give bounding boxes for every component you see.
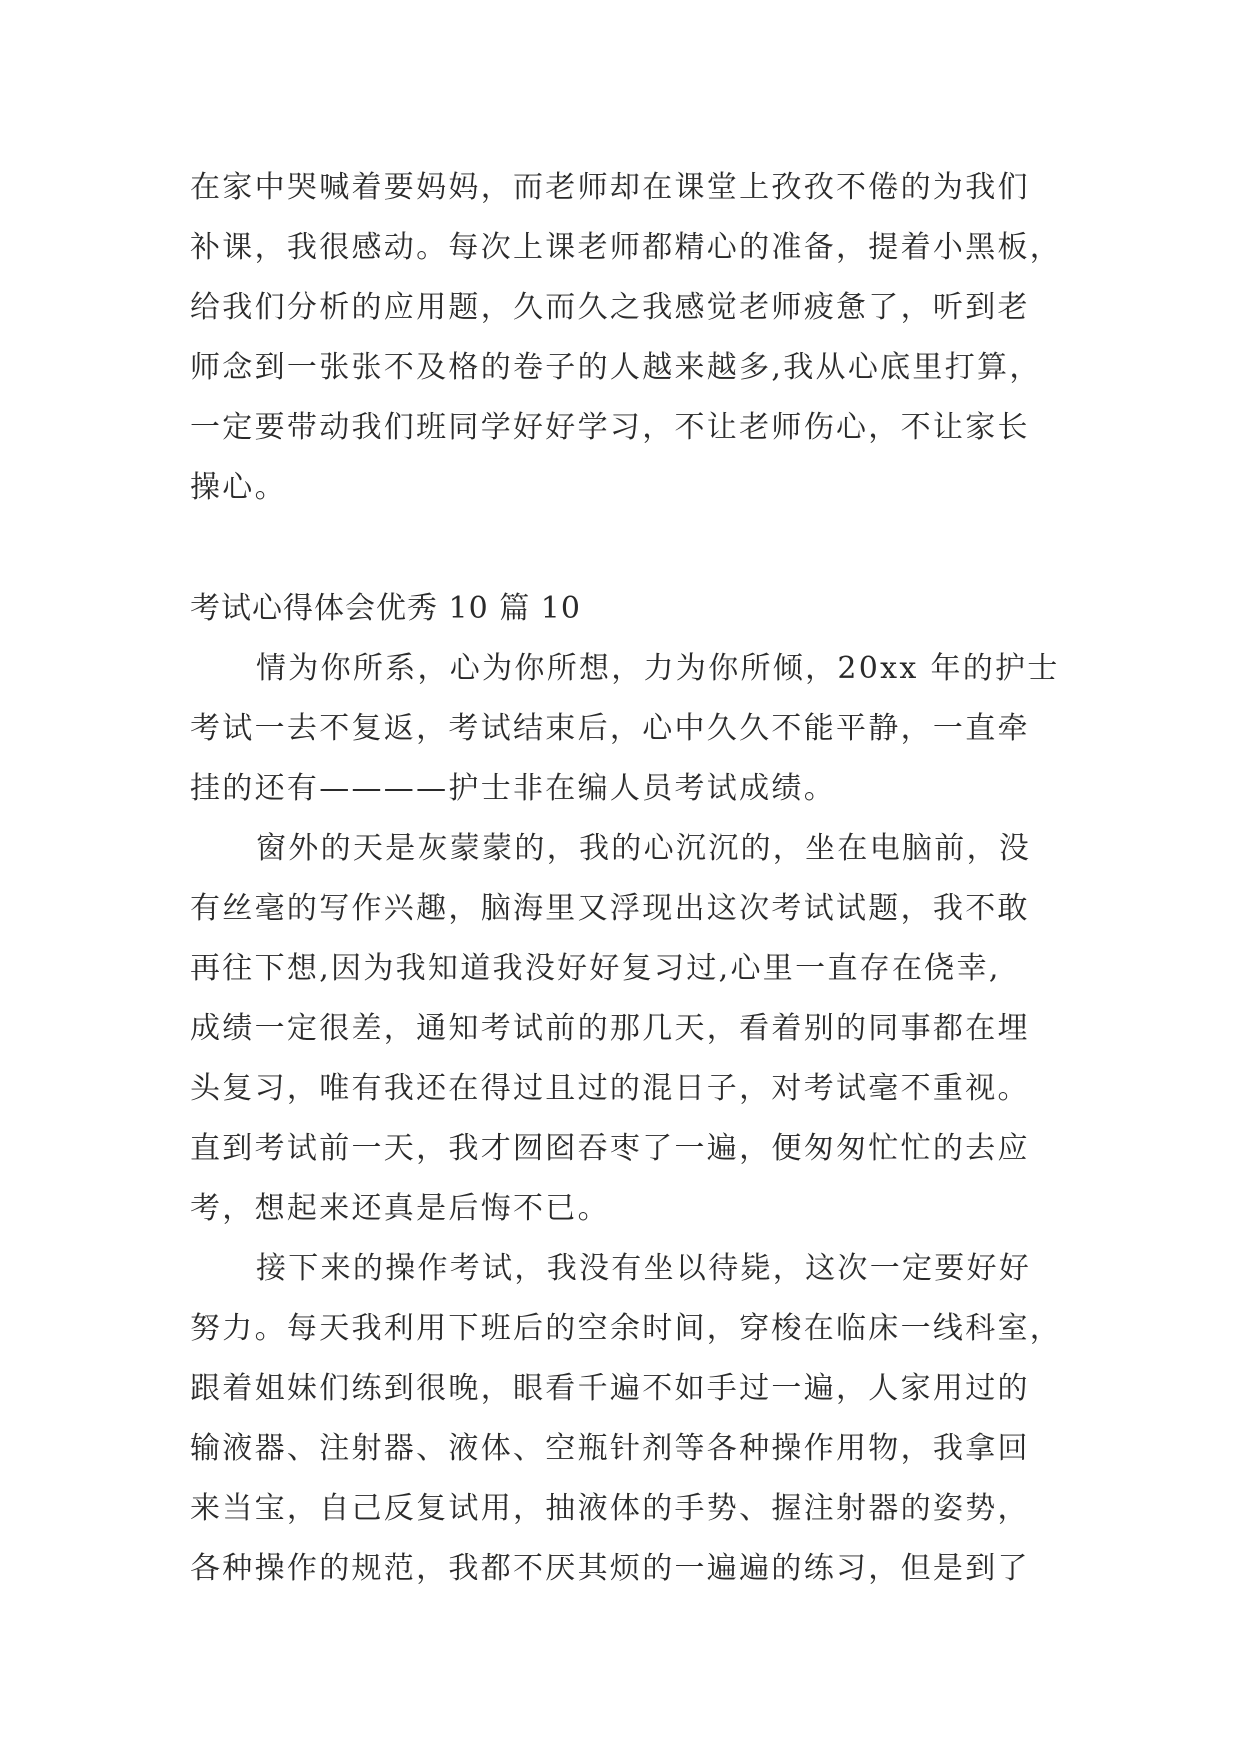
text-line: 来当宝，自己反复试用，抽液体的手势、握注射器的姿势， xyxy=(190,1491,1030,1526)
text-line: 接下来的操作考试，我没有坐以待毙，这次一定要好好 xyxy=(256,1251,1032,1286)
text-line: 窗外的天是灰蒙蒙的，我的心沉沉的，坐在电脑前，没 xyxy=(256,831,1032,866)
section-title: 考试心得体会优秀 10 篇 10 xyxy=(190,591,581,626)
paragraph-3 xyxy=(190,1239,1070,1599)
text-line: 考，想起来还真是后悔不已。 xyxy=(190,1191,610,1226)
text-line: 挂的还有————护士非在编人员考试成绩。 xyxy=(190,771,836,806)
intro-paragraph xyxy=(190,158,1070,518)
text-line: 跟着姐妹们练到很晚，眼看千遍不如手过一遍，人家用过的 xyxy=(190,1371,1030,1406)
text-line: 有丝毫的写作兴趣，脑海里又浮现出这次考试试题，我不敢 xyxy=(190,891,1030,926)
text-line: 一定要带动我们班同学好好学习，不让老师伤心，不让家长 xyxy=(190,410,1030,445)
text-line: 在家中哭喊着要妈妈，而老师却在课堂上孜孜不倦的为我们 xyxy=(190,170,1030,205)
text-line: 努力。每天我利用下班后的空余时间，穿梭在临床一线科室， xyxy=(190,1311,1063,1346)
text-line: 补课，我很感动。每次上课老师都精心的准备，提着小黑板， xyxy=(190,230,1063,265)
text-line: 情为你所系，心为你所想，力为你所倾，20xx 年的护士 xyxy=(256,651,1060,686)
text-line: 直到考试前一天，我才囫囵吞枣了一遍，便匆匆忙忙的去应 xyxy=(190,1131,1030,1166)
text-line: 给我们分析的应用题，久而久之我感觉老师疲惫了，听到老 xyxy=(190,290,1030,325)
text-line: 成绩一定很差，通知考试前的那几天，看着别的同事都在埋 xyxy=(190,1011,1030,1046)
document-body xyxy=(190,158,1070,1599)
text-line: 师念到一张张不及格的卷子的人越来越多,我从心底里打算， xyxy=(190,350,1042,385)
paragraph-2 xyxy=(190,819,1070,1239)
text-line: 各种操作的规范，我都不厌其烦的一遍遍的练习，但是到了 xyxy=(190,1551,1030,1586)
text-line: 考试一去不复返，考试结束后，心中久久不能平静，一直牵 xyxy=(190,711,1030,746)
text-line: 输液器、注射器、液体、空瓶针剂等各种操作用物，我拿回 xyxy=(190,1431,1030,1466)
paragraph-gap xyxy=(190,518,1070,579)
paragraph-1 xyxy=(190,639,1070,819)
text-line: 再往下想,因为我知道我没好好复习过,心里一直存在侥幸, xyxy=(190,951,1001,986)
text-line: 头复习，唯有我还在得过且过的混日子，对考试毫不重视。 xyxy=(190,1071,1030,1106)
text-line: 操心。 xyxy=(190,470,287,505)
